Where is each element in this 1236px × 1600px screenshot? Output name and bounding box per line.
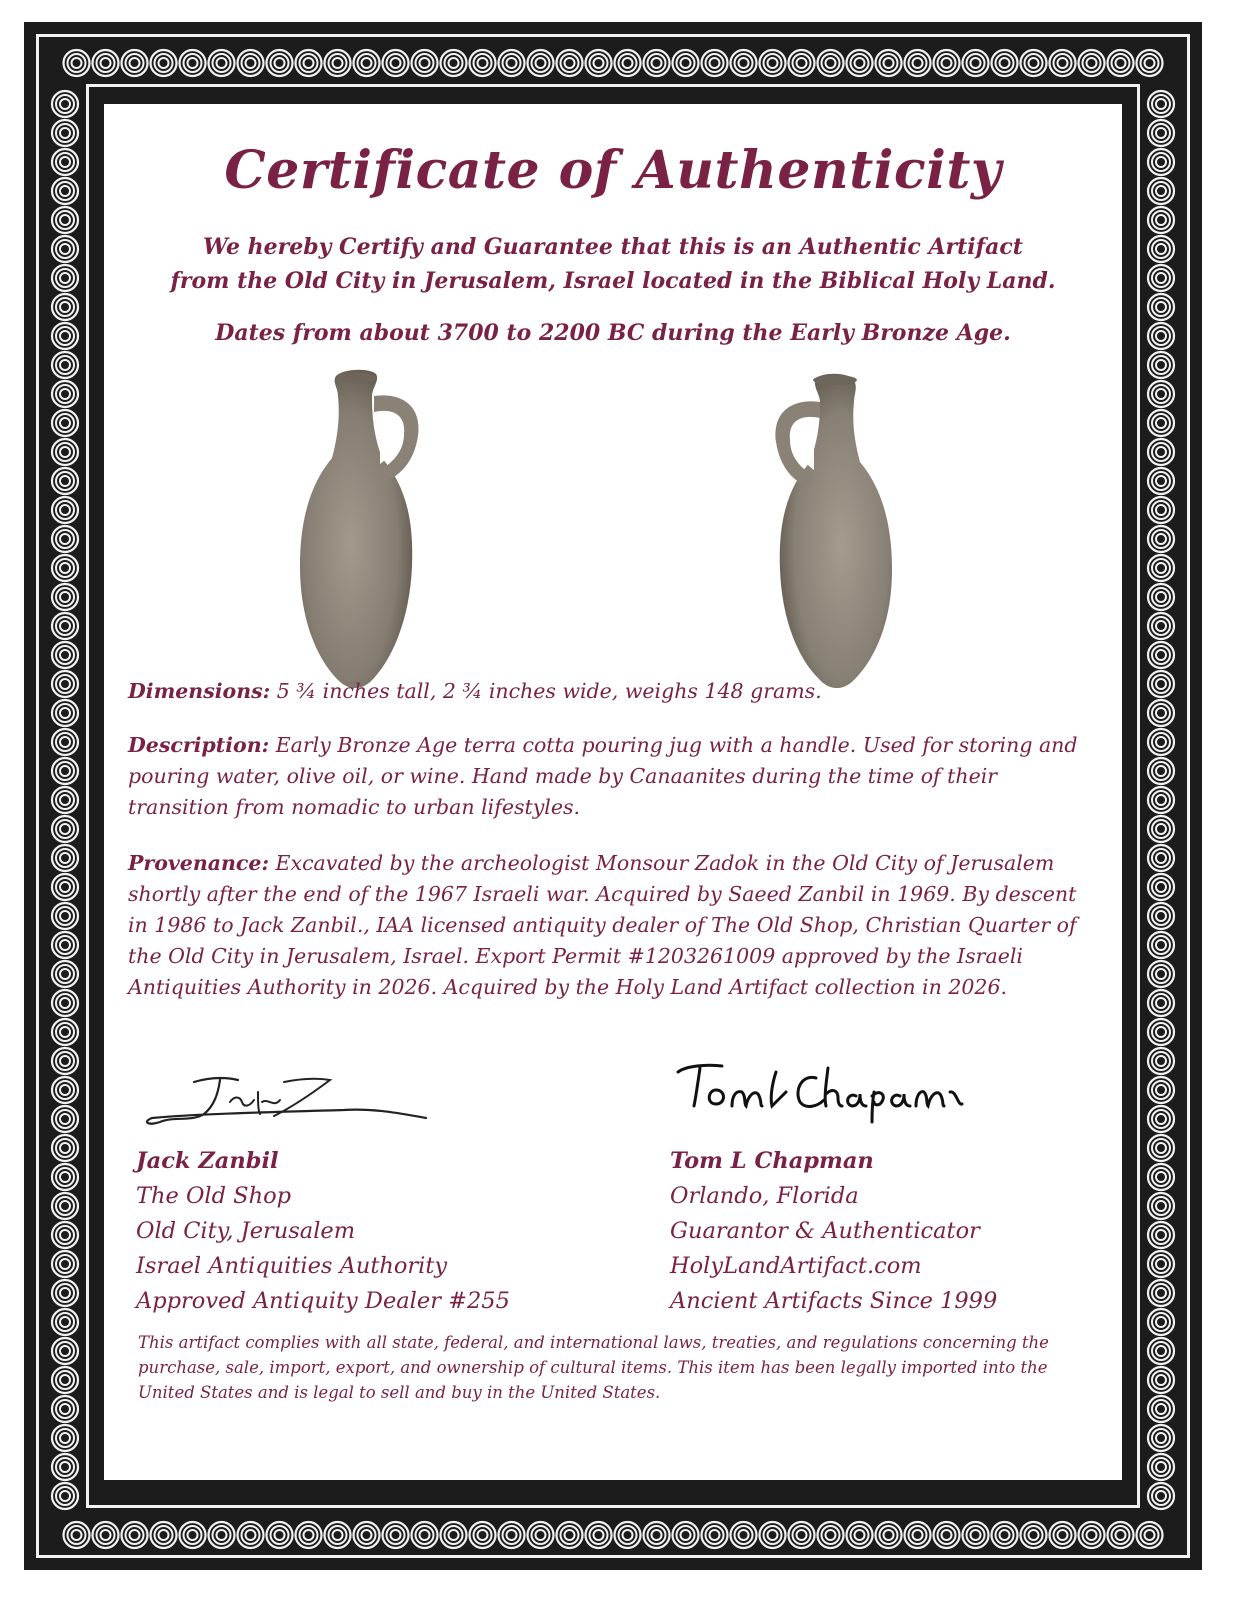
signatory-left-line-4: Approved Antiquity Dealer #255 xyxy=(136,1288,510,1314)
border-chain-left xyxy=(50,80,80,1520)
signatory-left-line-1: The Old Shop xyxy=(136,1183,292,1209)
border-chain-bottom xyxy=(50,1520,1176,1550)
dates-line: Dates from about 3700 to 2200 BC during the Early Bronze Age. xyxy=(215,320,1011,346)
dimensions-text: 5 ¾ inches tall, 2 ¾ inches wide, weighs 148 grams. xyxy=(270,679,822,703)
handwritten-signature xyxy=(134,1072,434,1132)
dimensions-label: Dimensions: xyxy=(128,679,271,703)
signatory-left-block xyxy=(136,1144,510,1319)
signatory-right-block xyxy=(670,1144,997,1319)
dimensions-section xyxy=(128,676,1088,707)
provenance-label: Provenance: xyxy=(128,851,270,875)
signatory-right-line-4: Ancient Artifacts Since 1999 xyxy=(670,1288,998,1314)
signatory-right-line-1: Orlando, Florida xyxy=(670,1183,859,1209)
signatory-right-name: Tom L Chapman xyxy=(670,1148,874,1174)
intro-line-1: We hereby Certify and Guarantee that this is an Authentic Artifact xyxy=(203,234,1023,260)
provenance-section xyxy=(128,848,1088,1003)
description-text: Early Bronze Age terra cotta pouring jug with a handle. Used for storing and pouring water, olive oil, or wine. Hand made by Canaanites during the time of their transition from nomadic to urban lifestyles. xyxy=(128,733,1078,819)
signatory-left-line-3: Israel Antiquities Authority xyxy=(136,1253,448,1279)
signatory-right-line-3: HolyLandArtifact.com xyxy=(670,1253,922,1279)
border-chain-top xyxy=(50,48,1176,78)
certificate-title: Certificate of Authenticity xyxy=(224,140,1002,201)
certificate-panel xyxy=(104,104,1122,1480)
border-chain-right xyxy=(1146,80,1176,1520)
legal-notice: This artifact complies with all state, federal, and international laws, treaties, and regulations concerning the purchase, sale, import, export, and ownership of cultural items. This item has been legally imported into the United States and is legal to sell and buy in the United States. xyxy=(138,1333,1049,1402)
signatory-left-name: Jack Zanbil xyxy=(136,1148,279,1174)
signatory-left-line-2: Old City, Jerusalem xyxy=(136,1218,356,1244)
description-section xyxy=(128,730,1088,823)
handwritten-signature xyxy=(666,1056,966,1124)
pottery-jug-image xyxy=(254,366,454,706)
provenance-text: Excavated by the archeologist Monsour Zadok in the Old City of Jerusalem shortly after the end of the 1967 Israeli war. Acquired by Saeed Zanbil in 1969. By descent in 1986 to Jack Zanbil., IAA licensed antiquity dealer of The Old Shop, Christian Quarter of the Old City in Jerusalem, Israel. Export Permit #1203261009 approved by the Israeli Antiquities Authority in 2026. Acquired by the Holy Land Artifact collection in 2026. xyxy=(128,851,1077,999)
signatory-right-line-2: Guarantor & Authenticator xyxy=(670,1218,980,1244)
description-label: Description: xyxy=(128,733,270,757)
intro-line-2: from the Old City in Jerusalem, Israel located in the Biblical Holy Land. xyxy=(170,268,1056,294)
pottery-jug-image xyxy=(736,366,936,706)
